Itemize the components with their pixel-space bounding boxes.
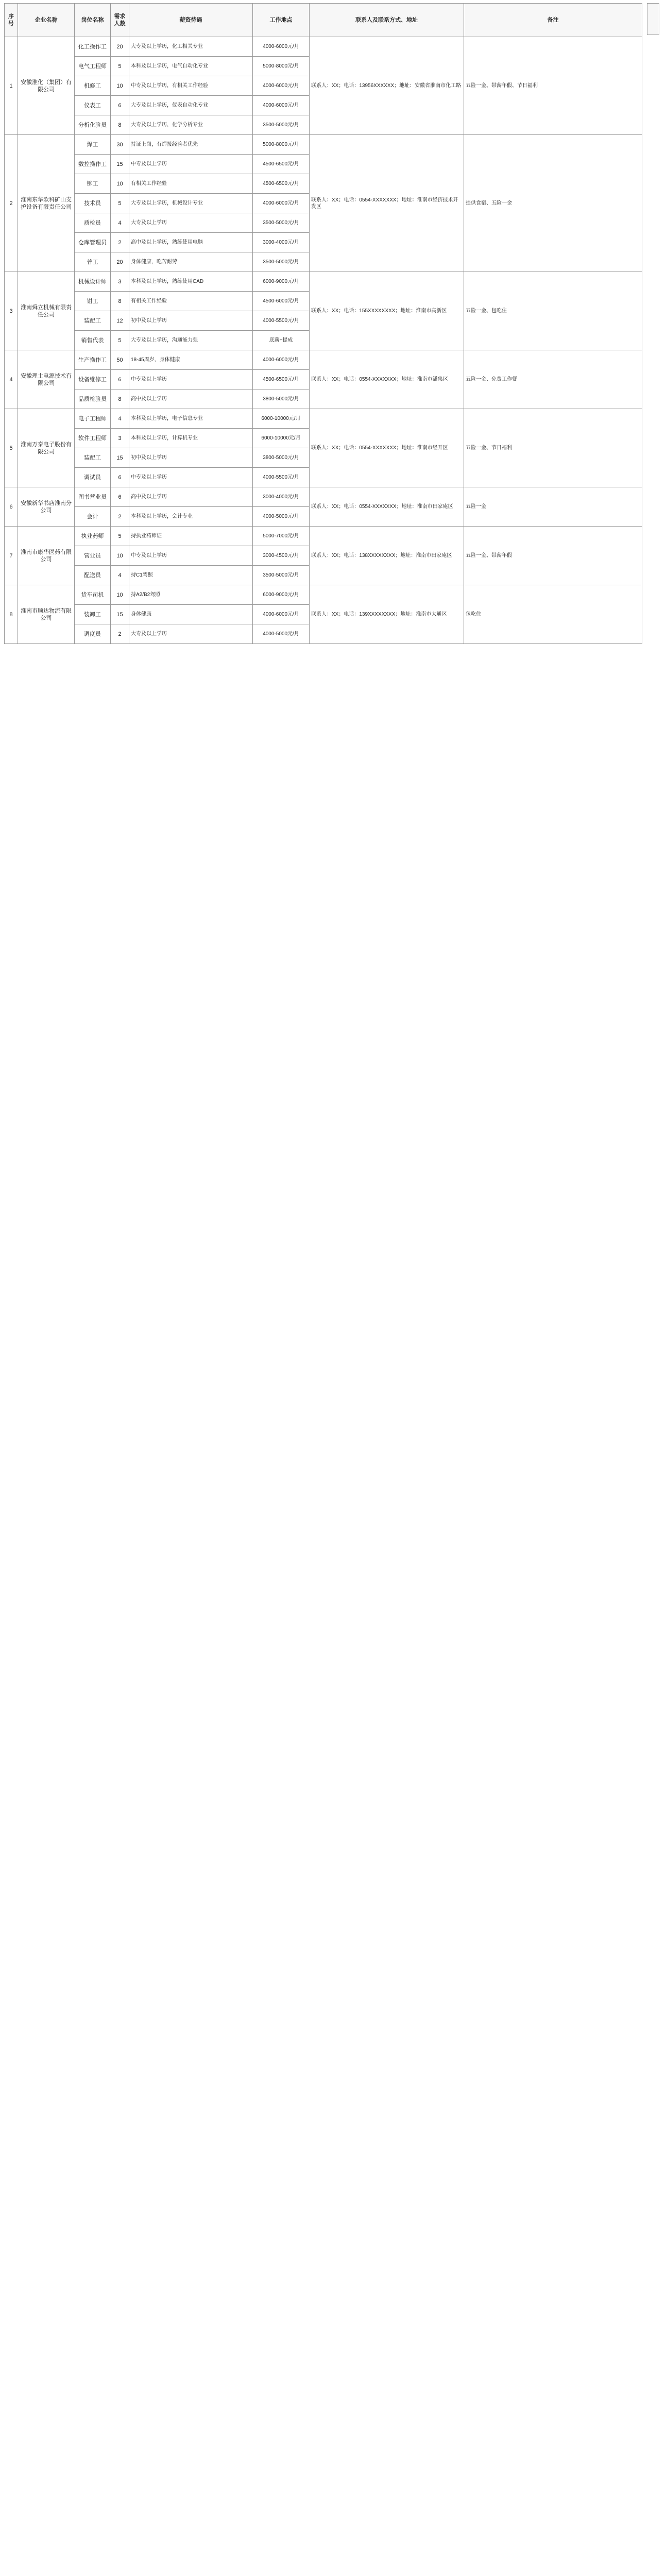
table-row	[5, 487, 642, 507]
row-count: 5	[111, 527, 129, 546]
row-position: 技术员	[75, 194, 111, 213]
row-no: 1	[5, 37, 18, 135]
row-no: 3	[5, 272, 18, 350]
row-salary: 3500-5000元/月	[253, 115, 310, 135]
row-position: 分析化验员	[75, 115, 111, 135]
row-requirement: 持A2/B2驾照	[129, 585, 253, 605]
row-requirement: 大专及以上学历，化学分析专业	[129, 115, 253, 135]
row-count: 3	[111, 429, 129, 448]
row-note: 五险一金、包吃住	[464, 272, 642, 350]
row-position: 执业药师	[75, 527, 111, 546]
row-position: 会计	[75, 507, 111, 527]
row-position: 营业员	[75, 546, 111, 566]
row-salary: 4500-6000元/月	[253, 292, 310, 311]
row-count: 15	[111, 605, 129, 624]
header-no: 序号	[5, 4, 18, 37]
row-note: 五险一金、免费工作餐	[464, 350, 642, 409]
row-count: 10	[111, 546, 129, 566]
row-salary: 5000-7000元/月	[253, 527, 310, 546]
row-requirement: 中专及以上学历	[129, 370, 253, 389]
row-position: 装卸工	[75, 605, 111, 624]
row-salary: 3500-5000元/月	[253, 252, 310, 272]
row-position: 货车司机	[75, 585, 111, 605]
row-salary: 5000-8000元/月	[253, 57, 310, 76]
row-note: 五险一金、节日福利	[464, 409, 642, 487]
row-count: 8	[111, 292, 129, 311]
row-position: 电气工程师	[75, 57, 111, 76]
table-header-row	[5, 4, 642, 37]
row-position: 普工	[75, 252, 111, 272]
row-contact: 联系人：XX；电话：0554-XXXXXXX；地址：淮南市经开区	[310, 409, 464, 487]
row-count: 20	[111, 37, 129, 57]
row-requirement: 初中及以上学历	[129, 311, 253, 331]
row-position: 图书营业员	[75, 487, 111, 507]
job-table	[4, 3, 642, 644]
row-count: 3	[111, 272, 129, 292]
row-count: 6	[111, 96, 129, 115]
row-company: 安徽新华书店淮南分公司	[18, 487, 75, 527]
row-count: 10	[111, 174, 129, 194]
row-salary: 3500-5000元/月	[253, 213, 310, 233]
row-count: 50	[111, 350, 129, 370]
row-salary: 4000-5500元/月	[253, 468, 310, 487]
row-contact: 联系人：XX；电话：0554-XXXXXXX；地址：淮南市潘集区	[310, 350, 464, 409]
row-company: 淮南市康华医药有限公司	[18, 527, 75, 585]
header-company: 企业名称	[18, 4, 75, 37]
row-position: 机修工	[75, 76, 111, 96]
row-requirement: 本科及以上学历，熟练使用CAD	[129, 272, 253, 292]
row-company: 淮南万泰电子股份有限公司	[18, 409, 75, 487]
row-position: 调试员	[75, 468, 111, 487]
row-requirement: 本科及以上学历，会计专业	[129, 507, 253, 527]
row-count: 6	[111, 370, 129, 389]
row-requirement: 大专及以上学历	[129, 213, 253, 233]
row-requirement: 大专及以上学历，化工相关专业	[129, 37, 253, 57]
row-requirement: 高中及以上学历	[129, 487, 253, 507]
row-requirement: 本科及以上学历，计算机专业	[129, 429, 253, 448]
row-position: 钳工	[75, 292, 111, 311]
row-count: 10	[111, 585, 129, 605]
row-position: 仓库管理员	[75, 233, 111, 252]
row-salary: 5000-8000元/月	[253, 135, 310, 155]
row-salary: 3800-5000元/月	[253, 389, 310, 409]
row-requirement: 有相关工作经验	[129, 292, 253, 311]
row-requirement: 身体健康，吃苦耐劳	[129, 252, 253, 272]
row-salary: 4000-5500元/月	[253, 311, 310, 331]
row-salary: 4000-6000元/月	[253, 96, 310, 115]
row-company: 淮南舜立机械有限责任公司	[18, 272, 75, 350]
row-salary: 6000-9000元/月	[253, 585, 310, 605]
row-position: 仪表工	[75, 96, 111, 115]
table-row	[5, 527, 642, 546]
row-position: 焊工	[75, 135, 111, 155]
row-requirement: 18-45周岁，身体健康	[129, 350, 253, 370]
table-row	[5, 272, 642, 292]
row-company: 安徽理士电源技术有限公司	[18, 350, 75, 409]
row-salary: 4000-6000元/月	[253, 350, 310, 370]
row-salary: 4500-6500元/月	[253, 155, 310, 174]
row-salary: 3000-4000元/月	[253, 233, 310, 252]
row-position: 铆工	[75, 174, 111, 194]
row-position: 机械设计师	[75, 272, 111, 292]
header-contact: 联系人及联系方式、地址	[310, 4, 464, 37]
row-requirement: 高中及以上学历	[129, 389, 253, 409]
row-salary: 4000-5000元/月	[253, 624, 310, 644]
row-count: 8	[111, 389, 129, 409]
row-requirement: 持执业药师证	[129, 527, 253, 546]
row-salary: 4500-6500元/月	[253, 370, 310, 389]
row-count: 10	[111, 76, 129, 96]
row-position: 电子工程师	[75, 409, 111, 429]
row-no: 6	[5, 487, 18, 527]
row-count: 15	[111, 448, 129, 468]
row-salary: 4000-5000元/月	[253, 507, 310, 527]
row-salary: 6000-10000元/月	[253, 409, 310, 429]
header-salary: 薪资待遇	[129, 4, 253, 37]
row-position: 装配工	[75, 448, 111, 468]
row-company: 淮南东华欧科矿山支护设备有限责任公司	[18, 135, 75, 272]
row-count: 4	[111, 213, 129, 233]
row-requirement: 中专及以上学历	[129, 546, 253, 566]
row-count: 2	[111, 507, 129, 527]
row-salary: 4500-6500元/月	[253, 174, 310, 194]
job-listing-page	[4, 3, 658, 644]
row-contact: 联系人：XX；电话：0554-XXXXXXX；地址：淮南市经济技术开发区	[310, 135, 464, 272]
row-contact: 联系人：XX；电话：13956XXXXXX；地址：安徽省淮南市化工路	[310, 37, 464, 135]
row-salary: 4000-6000元/月	[253, 76, 310, 96]
row-salary: 4000-6000元/月	[253, 37, 310, 57]
row-count: 5	[111, 194, 129, 213]
row-count: 20	[111, 252, 129, 272]
row-contact: 联系人：XX；电话：155XXXXXXXX；地址：淮南市高新区	[310, 272, 464, 350]
row-requirement: 持证上岗，有焊接经验者优先	[129, 135, 253, 155]
row-position: 销售代表	[75, 331, 111, 350]
row-requirement: 中专及以上学历	[129, 468, 253, 487]
row-count: 6	[111, 468, 129, 487]
row-salary: 4000-6000元/月	[253, 605, 310, 624]
row-salary: 4000-6000元/月	[253, 194, 310, 213]
row-requirement: 本科及以上学历，电子信息专业	[129, 409, 253, 429]
header-note: 备注	[464, 4, 642, 37]
row-requirement: 有相关工作经验	[129, 174, 253, 194]
row-requirement: 持C1驾照	[129, 566, 253, 585]
row-count: 5	[111, 331, 129, 350]
header-count: 需求人数	[111, 4, 129, 37]
row-count: 2	[111, 233, 129, 252]
row-salary: 底薪+提成	[253, 331, 310, 350]
row-count: 4	[111, 566, 129, 585]
row-count: 4	[111, 409, 129, 429]
table-body	[5, 37, 642, 644]
row-note: 五险一金	[464, 487, 642, 527]
row-requirement: 中专及以上学历	[129, 155, 253, 174]
row-salary: 6000-10000元/月	[253, 429, 310, 448]
row-no: 2	[5, 135, 18, 272]
row-position: 质检员	[75, 213, 111, 233]
row-no: 4	[5, 350, 18, 409]
row-no: 8	[5, 585, 18, 644]
row-requirement: 大专及以上学历，机械设计专业	[129, 194, 253, 213]
row-position: 生产操作工	[75, 350, 111, 370]
row-contact: 联系人：XX；电话：0554-XXXXXXX；地址：淮南市田家庵区	[310, 487, 464, 527]
row-count: 30	[111, 135, 129, 155]
row-salary: 3500-5000元/月	[253, 566, 310, 585]
row-requirement: 身体健康	[129, 605, 253, 624]
row-count: 8	[111, 115, 129, 135]
row-salary: 3800-5000元/月	[253, 448, 310, 468]
row-position: 品质检验员	[75, 389, 111, 409]
row-company: 安徽淮化（集团）有限公司	[18, 37, 75, 135]
row-note: 包吃住	[464, 585, 642, 644]
table-row	[5, 409, 642, 429]
row-company: 淮南市顺达物流有限公司	[18, 585, 75, 644]
row-note: 五险一金、带薪年假	[464, 527, 642, 585]
header-location: 工作地点	[253, 4, 310, 37]
header-extra	[647, 3, 659, 35]
row-requirement: 大专及以上学历，仪表自动化专业	[129, 96, 253, 115]
row-position: 调度员	[75, 624, 111, 644]
header-position: 岗位名称	[75, 4, 111, 37]
table-row	[5, 37, 642, 57]
row-position: 装配工	[75, 311, 111, 331]
row-salary: 6000-9000元/月	[253, 272, 310, 292]
row-requirement: 大专及以上学历	[129, 624, 253, 644]
row-position: 数控操作工	[75, 155, 111, 174]
row-no: 7	[5, 527, 18, 585]
row-salary: 3000-4000元/月	[253, 487, 310, 507]
row-no: 5	[5, 409, 18, 487]
row-contact: 联系人：XX；电话：138XXXXXXXX；地址：淮南市田家庵区	[310, 527, 464, 585]
row-position: 设备维修工	[75, 370, 111, 389]
table-row	[5, 350, 642, 370]
row-requirement: 本科及以上学历，电气自动化专业	[129, 57, 253, 76]
row-requirement: 中专及以上学历，有相关工作经验	[129, 76, 253, 96]
row-note: 提供食宿、五险一金	[464, 135, 642, 272]
row-position: 配送员	[75, 566, 111, 585]
row-count: 6	[111, 487, 129, 507]
table-row	[5, 135, 642, 155]
row-contact: 联系人：XX；电话：139XXXXXXXX；地址：淮南市大通区	[310, 585, 464, 644]
row-salary: 3000-4500元/月	[253, 546, 310, 566]
row-note: 五险一金、带薪年假、节日福利	[464, 37, 642, 135]
table-row	[5, 585, 642, 605]
row-position: 化工操作工	[75, 37, 111, 57]
row-requirement: 高中及以上学历，熟练使用电脑	[129, 233, 253, 252]
row-count: 5	[111, 57, 129, 76]
row-position: 软件工程师	[75, 429, 111, 448]
row-count: 2	[111, 624, 129, 644]
row-count: 12	[111, 311, 129, 331]
row-requirement: 大专及以上学历，沟通能力强	[129, 331, 253, 350]
row-requirement: 初中及以上学历	[129, 448, 253, 468]
row-count: 15	[111, 155, 129, 174]
